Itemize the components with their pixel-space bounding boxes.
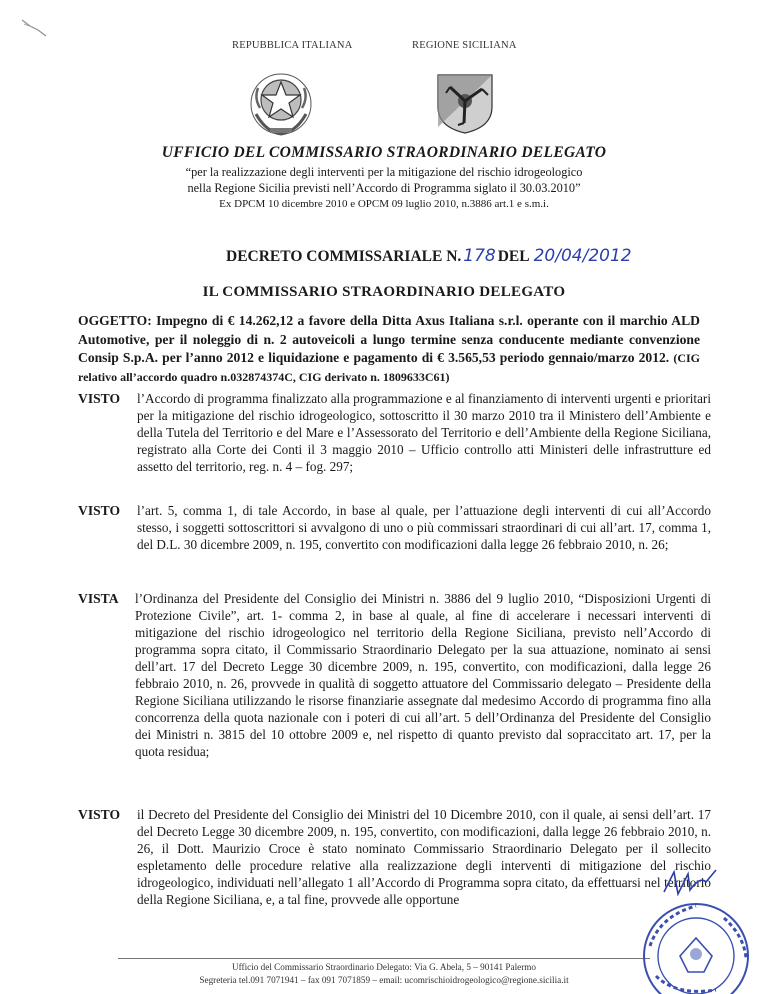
republic-label: REPUBBLICA ITALIANA — [232, 40, 353, 51]
clause-4 — [78, 806, 710, 941]
italian-republic-emblem-icon — [246, 68, 316, 140]
decree-date-handwritten: 20/04/2012 — [533, 246, 632, 266]
subject-lead: OGGETTO: Impegno di € 14.262,12 a favore della Ditta Axus Italiana s.r.l. operante con il marchio ALD Automotive, per il noleggio di n. 2 autoveicoli a lungo termine senza conducente mediante convenzione Consip S.p.A. per l’anno 2012 e liquidazione e pagamento di € 3.565,53 periodo gennaio/marzo 2012. — [78, 313, 700, 365]
clause-2 — [78, 502, 710, 572]
office-subtitle-line1: “per la realizzazione degli interventi per la mitigazione del rischio idrogeologico — [185, 165, 583, 179]
clause-text: l’Accordo di programma finalizzato alla programmazione e al finanziamento di interventi urgenti e prioritari per la mitigazione del rischio idrogeologico, sottoscritto il 30 marzo 2010 tra il Ministero dell’Ambiente e della Tutela del Territorio e del Mare e l’Assessorato del Territorio e dell’Ambiente della Regione Siciliana, registrato alla Corte dei Conti il 3 maggio 2010 – Ufficio controllo atti Ministeri delle infrastrutture ed assetto del territorio, reg. n. 4 – fog. 297; — [137, 391, 711, 474]
office-title: UFFICIO DEL COMMISSARIO STRAORDINARIO DELEGATO — [161, 144, 607, 161]
subject-paragraph — [78, 312, 700, 386]
footer-address: Ufficio del Commissario Straordinario Delegato: Via G. Abela, 5 – 90141 Palermo — [231, 962, 537, 972]
clause-text: l’Ordinanza del Presidente del Consiglio dei Ministri n. 3886 del 9 luglio 2010, “Disposizioni Urgenti di Protezione Civile”, art. 1- comma 2, in base al quale, al fine di accelerare i necessari interventi di mitigazione del rischio idrogeologico nel territorio della Regione Siciliana, previsto nell’Accordo di programma sopra citato, il Commissario Straordinario Delegato per la sua attuazione, nominato ai sensi dell’art. 17 del Decreto Legge 30 dicembre 2009, n. 195, convertito, con modificazioni, dalla legge 26 febbraio 2010, n. 26, provvede in qualità di soggetto attuatore del Commissario delegato – Presidente della Regione Siciliana utilizzando le risorse finanziarie assegnate dal medesimo Accordo di programma fino alla concorrenza della quota nazionale con i poteri di cui all’art. 5 dell’Ordinanza del Presidente del Consiglio dei Ministri n. 3815 del 10 ottobre 2009 e, nel rispetto di quanto previsto dal sopraccitato art. 17, per la quota residua; — [135, 591, 711, 759]
office-reference: Ex DPCM 10 dicembre 2010 e OPCM 09 luglio 2010, n.3886 art.1 e s.m.i. — [219, 198, 549, 210]
subject-cig: (CIG relativo all’accordo quadro n.032874374C, CIG derivato n. 1809633C61) — [78, 351, 700, 384]
clause-3 — [78, 590, 710, 760]
official-round-stamp-icon — [620, 886, 760, 994]
handwritten-signature-icon — [660, 868, 720, 898]
clause-text: il Decreto del Presidente del Consiglio dei Ministri del 10 Dicembre 2010, con il quale, ai sensi dell’art. 17 del Decreto Legge 30 dicembre 2009, n. 195, convertito, con modificazioni, dalla legge 26 febbraio 2010, n. 26, il Dott. Maurizio Croce è stato nominato Commissario Straordinario Delegato per il sollecito espletamento delle procedure relative alla realizzazione degli interventi di mitigazione del rischio idrogeologico, individuati nell’allegato 1 all’Accordo di Programma sopra citato, da effettuarsi nel territorio della Regione Siciliana, e, a tal fine, provvede alle opportune — [137, 807, 711, 907]
decree-label: DECRETO COMMISSARIALE N. — [226, 248, 462, 265]
sicilian-region-trinacria-emblem-icon — [432, 67, 498, 137]
region-label: REGIONE SICILIANA — [412, 40, 517, 51]
clause-1 — [78, 390, 710, 482]
clause-text: l’art. 5, comma 1, di tale Accordo, in base al quale, per l’attuazione degli interventi di cui all’Accordo stesso, i soggetti sottoscrittori si avvalgono di uno o più commissari straordinari di cui all’art. 17, comma 1, del D.L. 30 dicembre 2009, n. 195, convertito con modificazioni dalla legge 26 febbraio 2010, n. 26; — [137, 503, 711, 552]
clause-key: VISTO — [78, 503, 121, 518]
clause-key: VISTO — [78, 391, 121, 406]
decree-heading — [226, 246, 632, 266]
main-title: IL COMMISSARIO STRAORDINARIO DELEGATO — [202, 284, 566, 300]
decree-number-handwritten: 178 — [463, 246, 496, 266]
clause-key: VISTA — [78, 591, 119, 606]
clause-key: VISTO — [78, 807, 121, 822]
pen-mark-icon — [20, 18, 48, 38]
office-subtitle-line2: nella Regione Sicilia previsti nell’Accordo di Programma siglato il 30.03.2010” — [187, 181, 581, 195]
decree-del-label: DEL — [497, 248, 530, 265]
footer-contacts: Segreteria tel.091 7071941 – fax 091 7071859 – email: ucomrischioidrogeologico@regione.sicilia.it — [199, 975, 569, 985]
footer-divider — [118, 958, 650, 959]
